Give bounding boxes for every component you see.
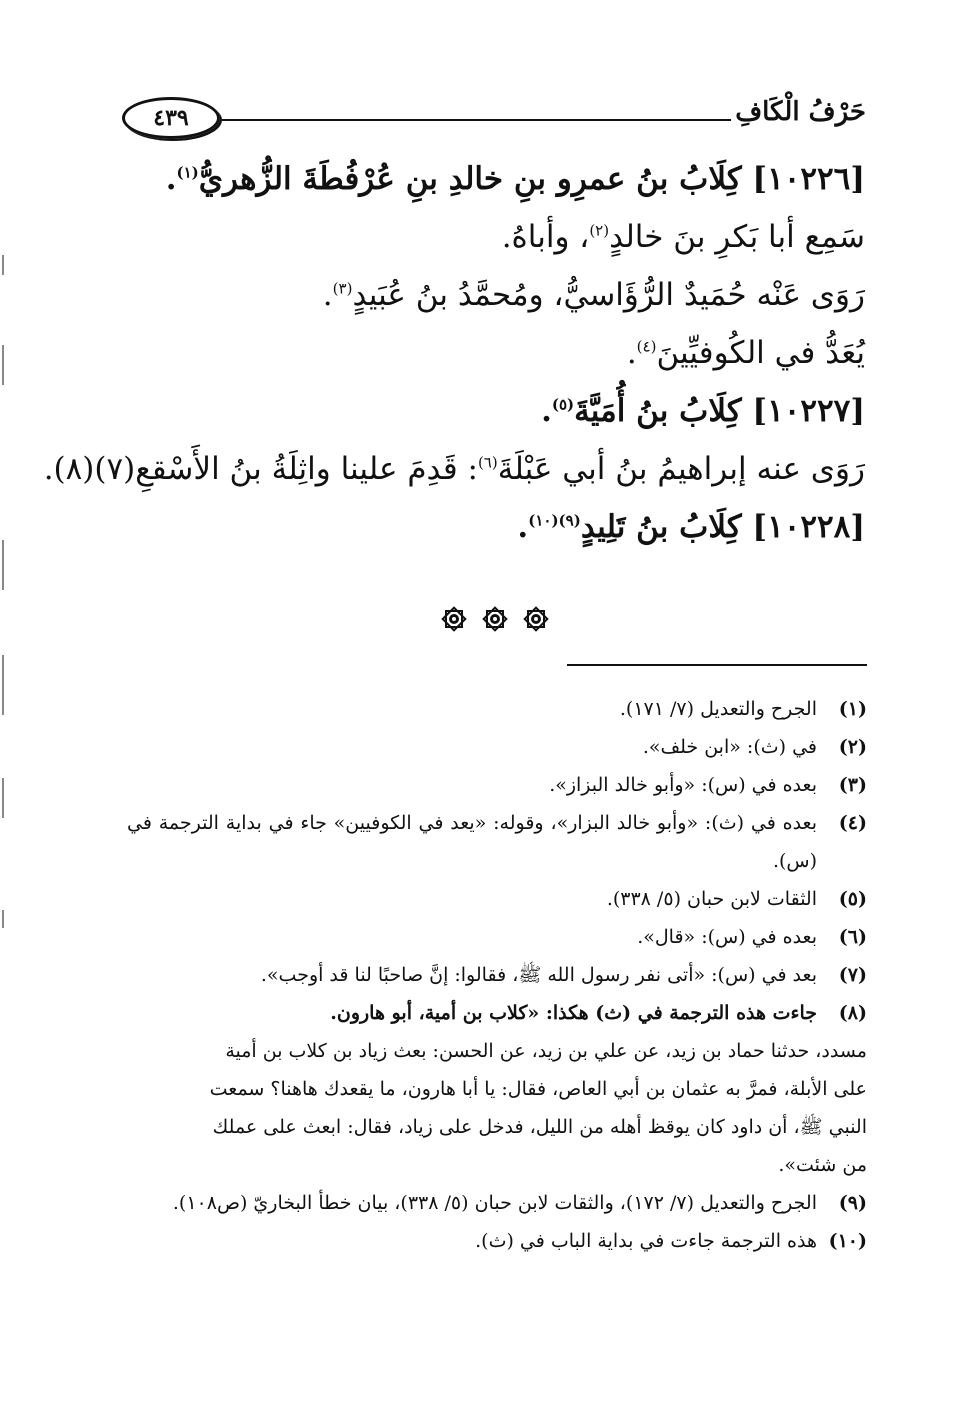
footnote-text: بعده في (س): «قال». xyxy=(637,926,817,948)
footnote-ref: (٢) xyxy=(589,221,610,240)
footnote-number: (٢) xyxy=(838,736,867,758)
footnote xyxy=(127,728,867,766)
page-number-badge xyxy=(122,97,220,139)
line-tail: . xyxy=(165,161,177,197)
footnote-separator xyxy=(567,664,867,666)
footnote-number: (٣) xyxy=(838,774,867,796)
entry-10226 xyxy=(105,150,865,208)
footnote-number: (١) xyxy=(838,698,867,720)
footnote xyxy=(127,690,867,728)
scan-edge-mark xyxy=(2,540,4,590)
footnote-text: الجرح والتعديل (٧/ ١٧١). xyxy=(619,698,817,720)
footnote-text: هذه الترجمة جاءت في بداية الباب في (ث). xyxy=(475,1230,817,1252)
footnote-number: (٦) xyxy=(838,926,867,948)
footnote-ref: (٥) xyxy=(551,395,575,414)
scan-edge-mark xyxy=(2,255,4,275)
continuation-line: على الأبلة، فمرَّ به عثمان بن أبي العاص، فقال: يا أبا هارون، ما يقعدك هاهنا؟ سمعت xyxy=(209,1078,867,1100)
footnote-number: (٧) xyxy=(838,964,867,986)
footnote xyxy=(127,994,867,1032)
line-tail: . xyxy=(541,393,552,429)
line-text: [١٠٢٢٧] كِلَابُ بنُ أُمَيَّةَ xyxy=(574,393,865,429)
section-ornaments xyxy=(440,603,550,635)
footnote-ref: (٩)(١٠) xyxy=(528,511,581,530)
line-text: رَوَى عنه إبراهيمُ بنُ أبي عَبْلَةَ xyxy=(497,451,865,487)
line-text: يُعَدُّ في الكُوفيِّينَ xyxy=(656,335,865,371)
text-line xyxy=(105,266,865,324)
chapter-title: حَرْفُ الْكَافِ xyxy=(735,97,866,127)
page-number: ٤٣٩ xyxy=(153,105,189,131)
scan-edge-mark xyxy=(2,345,4,385)
continuation-line: من شئت». xyxy=(778,1154,867,1176)
ornament-icon xyxy=(481,605,509,633)
footnote-ref: (٤) xyxy=(636,337,657,356)
page-header xyxy=(122,93,866,143)
footnote-text: بعد في (س): «أتى نفر رسول الله ﷺ، فقالوا: إنَّ صاحبًا لنا قد أوجب». xyxy=(260,964,817,986)
continuation-line: مسدد، حدثنا حماد بن زيد، عن علي بن زيد، عن الحسن: بعث زياد بن كلاب بن أمية xyxy=(225,1040,867,1062)
footnote xyxy=(127,1222,867,1260)
text-line xyxy=(105,208,865,266)
footnote-ref: (٦) xyxy=(477,453,498,472)
scan-edge-mark xyxy=(2,910,4,928)
entry-10227 xyxy=(105,382,865,440)
footnote-number: (٥) xyxy=(838,888,867,910)
header-rule xyxy=(222,119,731,121)
footnote-ref: (١) xyxy=(176,163,199,182)
footnote xyxy=(127,918,867,956)
footnote-number: (٩) xyxy=(838,1192,867,1214)
line-tail: ، وأباهُ. xyxy=(501,219,590,255)
footnote-continuation xyxy=(127,1032,867,1184)
ornament-icon xyxy=(522,605,550,633)
footnote xyxy=(127,1184,867,1222)
footnote-text: في (ث): «ابن خلف». xyxy=(642,736,817,758)
footnote xyxy=(127,956,867,994)
footnote xyxy=(127,766,867,804)
footnote-text: جاءت هذه الترجمة في (ث) هكذا: «كلاب بن أمية، أبو هارون. xyxy=(330,1002,817,1024)
line-text: سَمِع أبا بَكرِ بنَ خالدٍ xyxy=(609,219,865,255)
line-text: [١٠٢٢٨] كِلَابُ بنُ تَلِيدٍ xyxy=(580,509,865,545)
text-line xyxy=(43,440,865,498)
line-tail: : قَدِمَ علينا واثِلَةُ بنُ الأَسْقعِ(٧)(٨). xyxy=(43,451,478,487)
footnotes xyxy=(127,690,867,1260)
continuation-line: النبي ﷺ، أن داود كان يوقظ أهله من الليل، فدخل على زياد، فقال: ابعث على عملك xyxy=(212,1116,867,1138)
footnote-number: (٨) xyxy=(838,1002,867,1024)
footnote-text: الجرح والتعديل (٧/ ١٧٢)، والثقات لابن حبان (٥/ ٣٣٨)، بيان خطأ البخاريّ (ص١٠٨). xyxy=(172,1192,817,1214)
footnote-text: بعده في (ث): «وأبو خالد البزار»، وقوله: «يعد في الكوفيين» جاء في بداية الترجمة في (س). xyxy=(127,812,817,872)
line-tail: . xyxy=(322,277,333,313)
footnote-text: الثقات لابن حبان (٥/ ٣٣٨). xyxy=(606,888,817,910)
ornament-icon xyxy=(440,605,468,633)
text-line xyxy=(105,324,865,382)
footnote xyxy=(127,880,867,918)
line-tail: . xyxy=(517,509,529,545)
scan-edge-mark xyxy=(2,778,4,818)
footnote-number: (١٠) xyxy=(828,1230,867,1252)
main-text xyxy=(43,150,865,556)
line-text: رَوَى عَنْه حُمَيدٌ الرُّؤَاسيُّ، ومُحمَّدُ بنُ عُبَيدٍ xyxy=(352,277,865,313)
footnote-ref: (٣) xyxy=(332,279,353,298)
line-text: [١٠٢٢٦] كِلَابُ بنُ عمرِو بنِ خالدِ بنِ عُرْفُطَةَ الزُّهريُّ xyxy=(198,161,865,197)
line-tail: . xyxy=(626,335,637,371)
scan-edge-mark xyxy=(2,655,4,715)
footnote-text: بعده في (س): «وأبو خالد البزاز». xyxy=(549,774,817,796)
footnote-number: (٤) xyxy=(838,812,867,834)
footnote xyxy=(127,804,867,880)
entry-10228 xyxy=(105,498,865,556)
